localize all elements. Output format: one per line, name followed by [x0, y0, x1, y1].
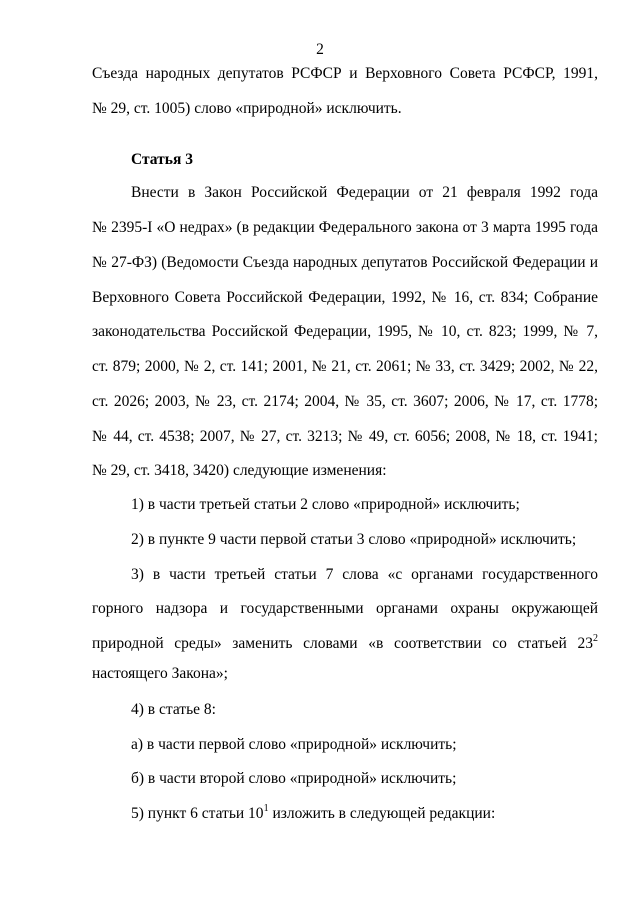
list-item: 4) в статье 8:: [131, 701, 216, 718]
list-item-line: настоящего Закона»;: [92, 665, 228, 682]
list-item-text: 5) пункт 6 статьи 10: [131, 805, 264, 822]
page-number: 2: [316, 41, 324, 58]
paragraph-line: № 2395-I «О недрах» (в редакции Федерального закона от 3 марта 1995 года: [92, 219, 598, 236]
list-item-line: горного надзора и государственными органами охраны окружающей: [92, 600, 598, 617]
paragraph-line: Съезда народных депутатов РСФСР и Верховного Совета РСФСР, 1991,: [92, 65, 598, 82]
paragraph-line: № 27-ФЗ) (Ведомости Съезда народных депутатов Российской Федерации и: [92, 254, 598, 271]
paragraph-line: № 29, ст. 1005) слово «природной» исключить.: [92, 100, 402, 117]
sub-list-item: а) в части первой слово «природной» исключить;: [131, 736, 457, 753]
sub-list-item: б) в части второй слово «природной» исключить;: [131, 770, 457, 787]
paragraph-line: № 29, ст. 3418, 3420) следующие изменения:: [92, 462, 387, 479]
paragraph-line: законодательства Российской Федерации, 1995, № 10, ст. 823; 1999, № 7,: [92, 323, 598, 340]
superscript: 1: [263, 802, 269, 814]
list-item: [131, 804, 637, 824]
article-heading: Статья 3: [131, 151, 193, 168]
list-item-text: природной среды» заменить словами «в соответствии со статьей 23: [92, 635, 593, 652]
paragraph-line: ст. 2026; 2003, № 23, ст. 2174; 2004, № 35, ст. 3607; 2006, № 17, ст. 1778;: [92, 393, 598, 410]
list-item-line: [92, 634, 598, 654]
superscript: 2: [593, 632, 598, 644]
list-item-text: изложить в следующей редакции:: [268, 805, 496, 822]
paragraph-line: № 44, ст. 4538; 2007, № 27, ст. 3213; № 49, ст. 6056; 2008, № 18, ст. 1941;: [92, 428, 598, 445]
list-item-line: 3) в части третьей статьи 7 слова «с органами государственного: [131, 566, 598, 583]
list-item: 2) в пункте 9 части первой статьи 3 слово «природной» исключить;: [131, 531, 577, 548]
list-item: 1) в части третьей статьи 2 слово «природной» исключить;: [131, 496, 520, 513]
paragraph-line: ст. 879; 2000, № 2, ст. 141; 2001, № 21, ст. 2061; № 33, ст. 3429; 2002, № 22,: [92, 358, 598, 375]
paragraph-line: Внести в Закон Российской Федерации от 21 февраля 1992 года: [131, 184, 598, 201]
paragraph-line: Верховного Совета Российской Федерации, 1992, № 16, ст. 834; Собрание: [92, 289, 598, 306]
